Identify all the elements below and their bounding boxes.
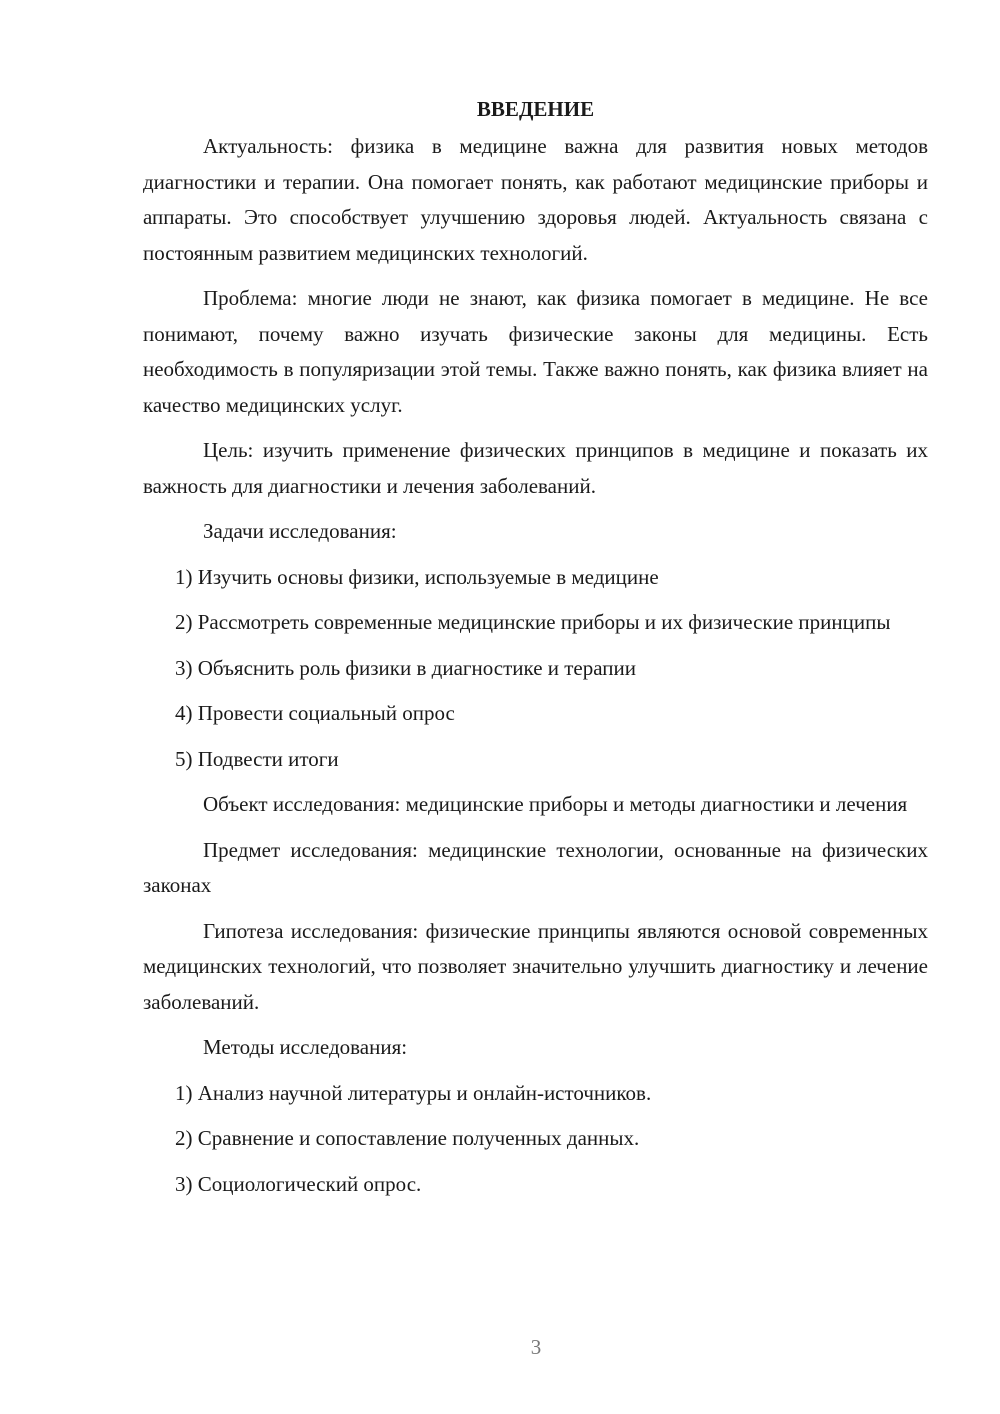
goal-paragraph: Цель: изучить применение физических принципов в медицине и показать их важность для диагностики и лечения заболеваний. [143, 438, 928, 498]
subject-paragraph: Предмет исследования: медицинские технологии, основанные на физических законах [143, 837, 928, 897]
document-page [143, 92, 928, 1212]
task-item: 2) Рассмотреть современные медицинские приборы и их физические принципы [175, 610, 891, 634]
method-item: 1) Анализ научной литературы и онлайн-источников. [175, 1080, 652, 1105]
hypothesis-paragraph: Гипотеза исследования: физические принципы являются основой современных медицинских технологий, что позволяет значительно улучшить диагностику и лечение заболеваний. [143, 918, 928, 1014]
page-number: 3 [530, 1335, 542, 1359]
task-item: 5) Подвести итоги [175, 746, 339, 771]
task-item: 1) Изучить основы физики, используемые в медицине [175, 564, 659, 589]
relevance-paragraph: Актуальность: физика в медицине важна для развития новых методов диагностики и терапии. Она помогает понять, как работают медицинские приборы и аппараты. Это способствует улучшению здоровья людей. Актуальность связана с постоянным развитием медицинских технологий. [143, 134, 928, 265]
method-item: 3) Социологический опрос. [175, 1171, 422, 1196]
task-item: 3) Объяснить роль физики в диагностике и терапии [175, 655, 637, 680]
tasks-heading: Задачи исследования: [203, 519, 397, 543]
methods-heading: Методы исследования: [203, 1035, 408, 1059]
problem-paragraph: Проблема: многие люди не знают, как физика помогает в медицине. Не все понимают, почему важно изучать физические законы для медицины. Есть необходимость в популяризации этой темы. Также важно понять, как физика влияет на качество медицинских услуг. [143, 286, 928, 417]
object-paragraph: Объект исследования: медицинские приборы и методы диагностики и лечения [203, 792, 908, 816]
task-item: 4) Провести социальный опрос [175, 701, 455, 725]
method-item: 2) Сравнение и сопоставление полученных данных. [175, 1126, 640, 1150]
section-title: ВВЕДЕНИЕ [476, 97, 595, 121]
